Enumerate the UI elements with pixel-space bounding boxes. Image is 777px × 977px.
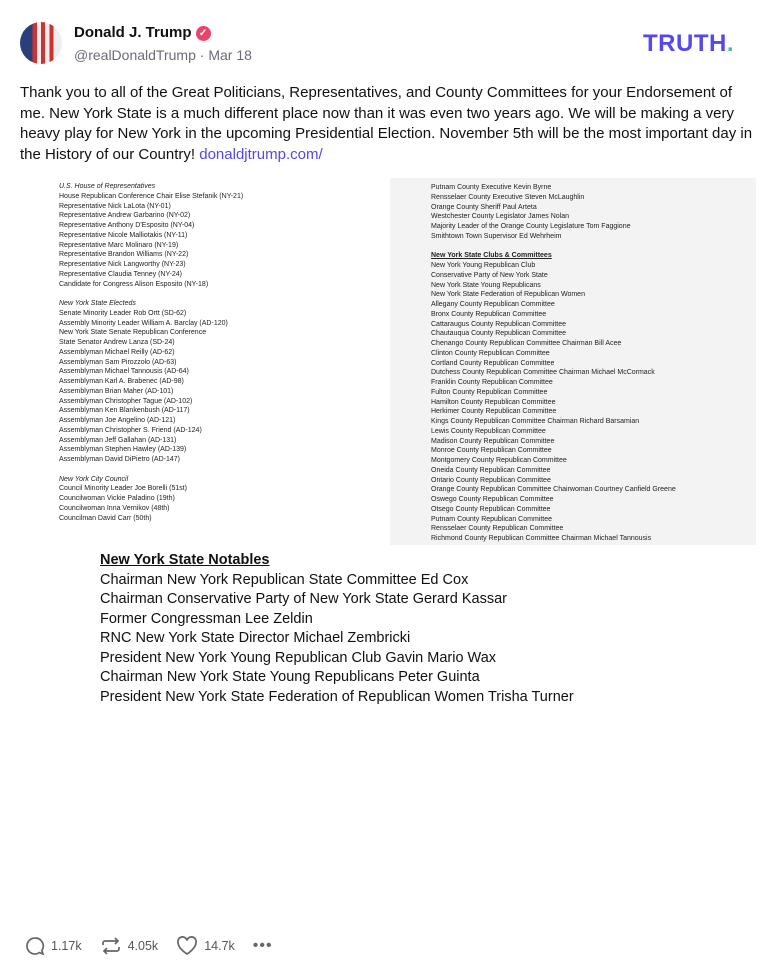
list-item: Assemblyman Joe Angelino (AD-121)	[59, 417, 176, 424]
list-item: Assemblyman Michael Tannousis (AD-64)	[59, 368, 189, 376]
list-item: Representative Nick Langworthy (NY-23)	[59, 261, 186, 268]
list-item: Madison County Republican Committee	[431, 437, 555, 445]
author-meta: @realDonaldTrump · Mar 18	[74, 47, 252, 63]
list-item: New York State Senate Republican Conference	[59, 329, 207, 337]
post-date[interactable]: Mar 18	[208, 47, 252, 63]
heart-icon	[176, 936, 198, 956]
post-text: Thank you to all of the Great Politicians, Representatives, and County Committees for your Endorsement of me. New York State is a much different place now than it was even two years ago. We will be making a very heavy play for New York in the upcoming Presidential Election. November 5th will be the most important day in the History of our Country! donaldjtrump.com/	[20, 84, 753, 163]
list-item: Assemblyman Christopher S. Friend (AD-124)	[59, 426, 202, 434]
post-link[interactable]: donaldjtrump.com/	[199, 145, 323, 163]
list-item: New York State Federation of Republican Women	[431, 291, 585, 299]
list-item: Fulton County Republican Committee	[431, 388, 548, 396]
list-item: Oswego County Republican Committee	[431, 496, 554, 503]
list-item: Assemblyman David DiPietro (AD-147)	[59, 456, 180, 463]
verified-icon: ✓	[196, 26, 211, 41]
list-item: New York State Young Republicans	[431, 281, 541, 289]
list-item: Richmond County Republican Committee Chairman Michael Tannousis	[431, 535, 652, 542]
list-item: Dutchess County Republican Committee Chairman Michael McCormack	[431, 369, 655, 377]
avatar[interactable]	[20, 22, 62, 64]
list-item: Conservative Party of New York State	[431, 271, 548, 279]
list-item: State Senator Andrew Lanza (SD-24)	[59, 339, 175, 346]
list-item: Council Minority Leader Joe Borelli (51st)	[59, 485, 187, 493]
retruth-button[interactable]: 4.05k	[100, 936, 159, 956]
list-item: Putnam County Republican Committee	[431, 515, 553, 523]
list-item: Clinton County Republican Committee	[431, 349, 550, 357]
reply-button[interactable]: 1.17k	[25, 936, 82, 956]
list-item: Chairman Conservative Party of New York State Gerard Kassar	[100, 591, 507, 607]
like-button[interactable]: 14.7k	[176, 936, 235, 956]
list-item: Majority Leader of the Orange County Legislature Tom Faggione	[431, 223, 631, 230]
list-item: Senate Minority Leader Rob Ortt (SD-62)	[59, 309, 187, 317]
list-item: Representative Nicole Malliotakis (NY-11)	[59, 231, 188, 239]
list-item: Councilman David Carr (50th)	[59, 514, 152, 522]
list-item: Representative Andrew Garbarino (NY-02)	[59, 212, 191, 220]
list-item: Kings County Republican Committee Chairman Richard Barsamian	[431, 418, 640, 425]
list-item: Assemblyman Jeff Gallahan (AD-131)	[59, 436, 177, 444]
author-name[interactable]: Donald J. Trump ✓	[74, 24, 211, 41]
list-item: Oneida County Republican Committee	[431, 466, 551, 474]
section-heading: New York State Notables	[100, 552, 270, 568]
list-item: President New York Young Republican Club Gavin Mario Wax	[100, 649, 497, 666]
reply-icon	[25, 936, 45, 956]
list-item: Herkimer County Republican Committee	[431, 408, 557, 416]
list-item: Representative Marc Molinaro (NY-19)	[59, 241, 179, 249]
section-heading: New York City Council	[59, 475, 129, 483]
list-item: Smithtown Town Supervisor Ed Wehrheim	[431, 232, 562, 240]
list-item: Councilwoman Inna Vernikov (48th)	[59, 504, 170, 512]
list-item: Representative Nick LaLota (NY-01)	[59, 202, 171, 210]
post-actions	[25, 936, 291, 956]
attached-image-notables[interactable]	[100, 551, 660, 707]
list-item: Putnam County Executive Kevin Byrne	[431, 184, 552, 191]
list-item: Monroe County Republican Committee	[431, 447, 552, 455]
list-item: Assemblyman Stephen Hawley (AD-139)	[59, 446, 187, 454]
section-heading: New York State Clubs & Committees	[431, 252, 552, 260]
list-item: Otsego County Republican Committee	[431, 505, 551, 513]
list-item: President New York State Federation of Republican Women Trisha Turner	[100, 688, 574, 705]
section-heading: New York State Electeds	[59, 300, 136, 307]
section-heading: U.S. House of Representatives	[59, 183, 156, 190]
list-item: Westchester County Legislator James Nolan	[431, 213, 569, 221]
attached-image-right[interactable]	[390, 178, 756, 545]
list-item: Assemblyman Brian Maher (AD-101)	[59, 387, 174, 395]
list-item: Cattaraugus County Republican Committee	[431, 320, 567, 328]
list-item: Assemblyman Karl A. Brabenec (AD-98)	[59, 378, 184, 385]
truth-logo[interactable]: TRUTH.	[643, 30, 734, 57]
list-item: Representative Anthony D'Esposito (NY-04)	[59, 222, 195, 229]
list-item: Chairman New York Republican State Committee Ed Cox	[100, 571, 469, 588]
list-item: Representative Brandon Williams (NY-22)	[59, 251, 189, 259]
list-item: Orange County Sheriff Paul Arteta	[431, 203, 537, 211]
list-item: Chenango County Republican Committee Chairman Bill Acee	[431, 340, 622, 347]
retruth-icon	[100, 936, 122, 956]
list-item: Assemblyman Sam Pirozzolo (AD-63)	[59, 358, 177, 366]
list-item: Allegany County Republican Committee	[431, 301, 555, 308]
list-item: Rensselaer County Executive Steven McLaughlin	[431, 193, 585, 201]
list-item: Assembly Minority Leader William A. Barclay (AD-120)	[59, 319, 228, 327]
list-item: RNC New York State Director Michael Zembricki	[100, 630, 411, 646]
list-item: Assemblyman Ken Blankenbush (AD-117)	[59, 407, 190, 415]
list-item: New York Young Republican Club	[431, 262, 536, 269]
list-item: Representative Claudia Tenney (NY-24)	[59, 270, 182, 278]
list-item: Cortland County Republican Committee	[431, 359, 555, 367]
list-item: Assemblyman Christopher Tague (AD-102)	[59, 397, 193, 405]
list-item: House Republican Conference Chair Elise Stefanik (NY-21)	[59, 192, 244, 200]
list-item: Councilwoman Vickie Paladino (19th)	[59, 495, 175, 502]
list-item: Former Congressman Lee Zeldin	[100, 610, 313, 627]
more-options-icon[interactable]: •••	[252, 937, 273, 954]
author-handle[interactable]: @realDonaldTrump	[74, 47, 196, 63]
list-item: Franklin County Republican Committee	[431, 379, 553, 386]
list-item: Montgomery County Republican Committee	[431, 457, 567, 464]
list-item: Ontario County Republican Committee	[431, 476, 551, 484]
list-item: Assemblyman Michael Reilly (AD-62)	[59, 348, 175, 356]
list-item: Candidate for Congress Alison Esposito (NY-18)	[59, 280, 209, 288]
list-item: Lewis County Republican Committee	[431, 427, 546, 435]
list-item: Orange County Republican Committee Chairwoman Courtney Canfield Greene	[431, 486, 676, 494]
list-item: Chautauqua County Republican Committee	[431, 330, 567, 338]
list-item: Rensselaer County Republican Committee	[431, 525, 564, 533]
list-item: Chairman New York State Young Republicans Peter Guinta	[100, 669, 480, 685]
list-item: Bronx County Republican Committee	[431, 310, 547, 318]
attached-image-left[interactable]	[52, 180, 390, 525]
list-item: Hamilton County Republican Committee	[431, 398, 556, 406]
